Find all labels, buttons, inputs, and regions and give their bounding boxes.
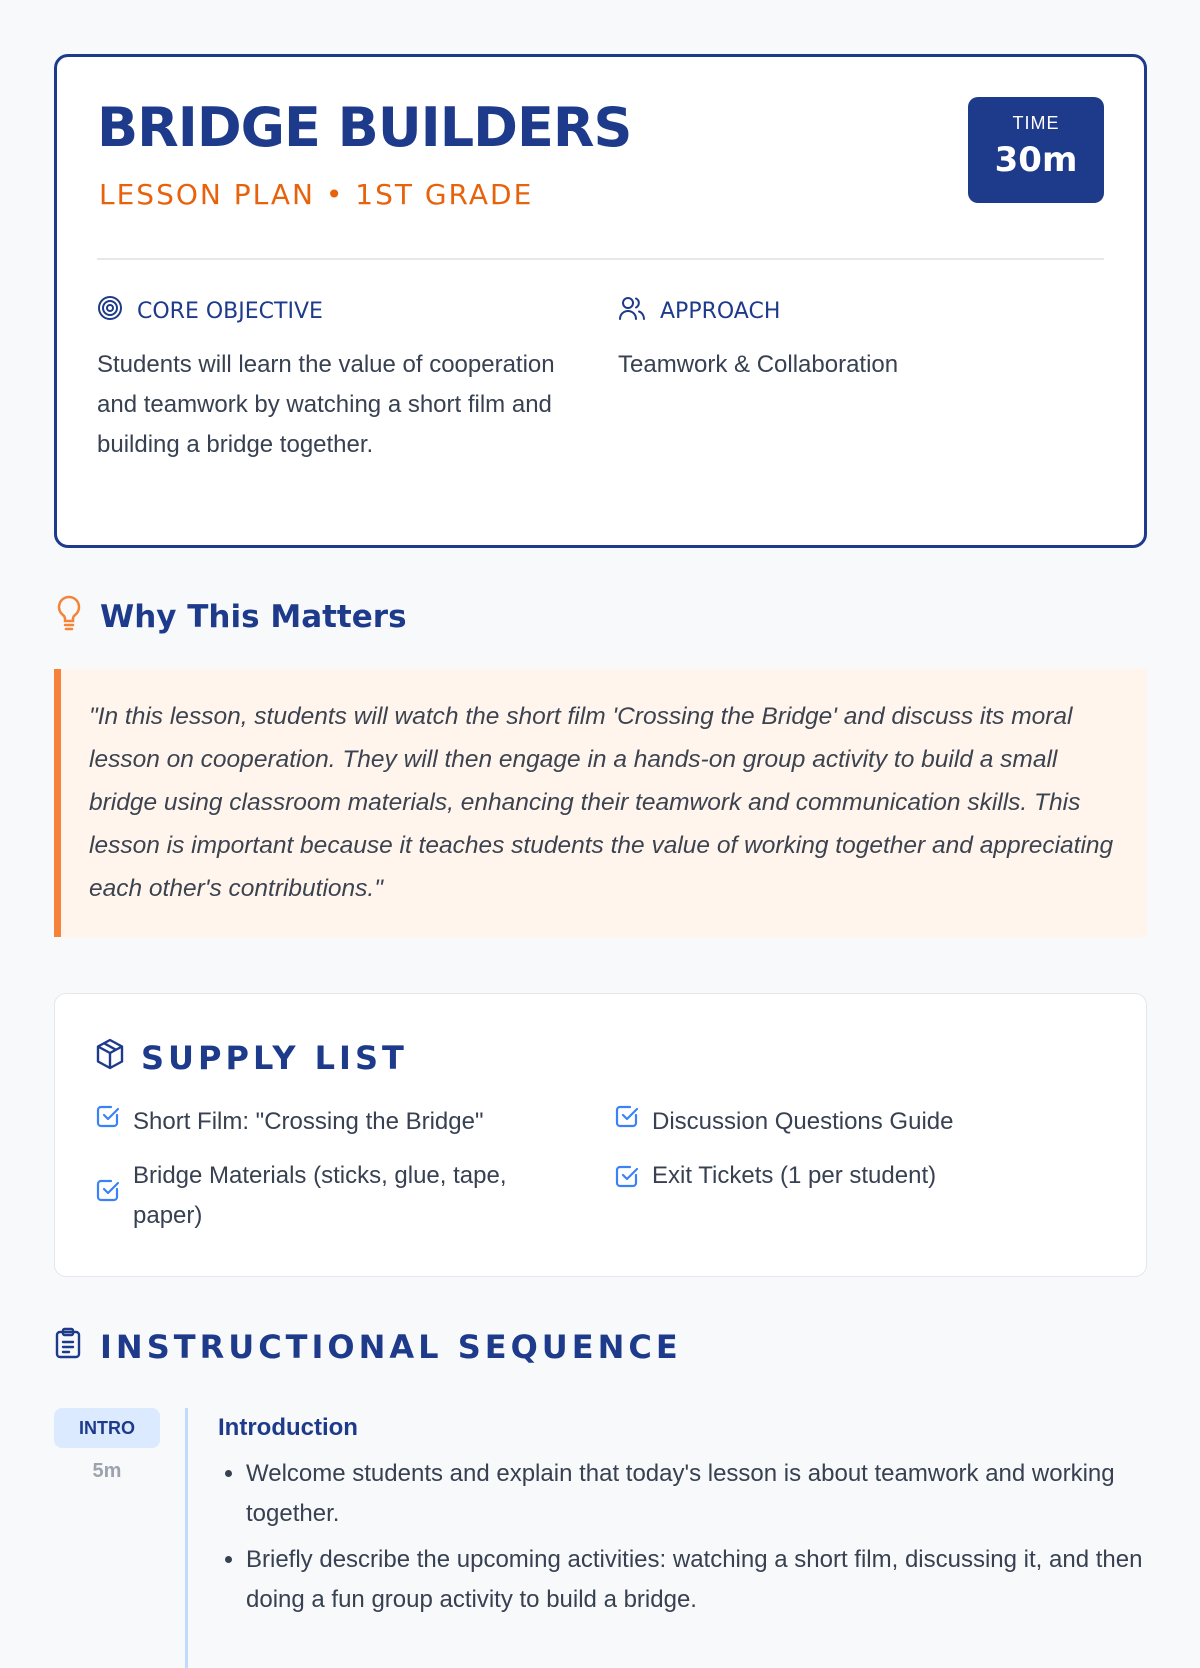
- checkbox-checked-icon[interactable]: [95, 1176, 121, 1216]
- checkbox-checked-icon[interactable]: [95, 1102, 121, 1142]
- header-divider: [97, 258, 1104, 260]
- lesson-plan-page: [54, 54, 1147, 1613]
- core-objective-heading: CORE OBJECTIVE: [137, 298, 323, 324]
- instructional-sequence-heading: [54, 1327, 682, 1367]
- lesson-header-card: [54, 54, 1147, 548]
- phase-duration: 5m: [92, 1460, 122, 1482]
- core-objective-text: Students will learn the value of cooperation and teamwork by watching a short film and building a bridge together.: [97, 351, 555, 458]
- timeline-line: [185, 1408, 188, 1668]
- package-icon: [95, 1038, 125, 1078]
- supply-item-label: Discussion Questions Guide: [652, 1108, 954, 1135]
- phase-content: [218, 1408, 1148, 1626]
- clipboard-icon: [54, 1327, 82, 1367]
- supply-heading-text: SUPPLY LIST: [141, 1039, 408, 1077]
- time-label: TIME: [1012, 113, 1060, 133]
- time-badge: [968, 97, 1104, 203]
- approach-text: Teamwork & Collaboration: [618, 351, 899, 378]
- supply-item-label: Bridge Materials (sticks, glue, tape, paper): [133, 1162, 507, 1229]
- supply-item-label: Exit Tickets (1 per student): [652, 1162, 937, 1189]
- supply-item: [614, 1102, 1094, 1142]
- users-icon: [618, 295, 646, 327]
- phase-tag: INTRO: [54, 1408, 160, 1448]
- target-icon: [97, 295, 123, 327]
- lesson-subtitle: LESSON PLAN • 1ST GRADE: [99, 178, 534, 211]
- checkbox-checked-icon[interactable]: [614, 1102, 640, 1142]
- supply-list-card: [54, 993, 1147, 1277]
- approach-heading: APPROACH: [660, 298, 781, 324]
- supply-items: [95, 1102, 1105, 1236]
- why-this-matters-heading: [54, 594, 407, 640]
- supply-list-heading: [95, 1038, 408, 1078]
- supply-item: [95, 1156, 614, 1236]
- supply-item-label: Short Film: "Crossing the Bridge": [133, 1108, 484, 1135]
- lesson-title: BRIDGE BUILDERS: [97, 96, 632, 159]
- list-item: • Welcome students and explain that today's lesson is about teamwork and working together.: [246, 1454, 1148, 1534]
- supply-item: [95, 1102, 614, 1142]
- approach-section: [618, 295, 1098, 385]
- why-heading-text: Why This Matters: [100, 599, 407, 635]
- phase-title: Introduction: [218, 1414, 358, 1441]
- checkbox-checked-icon[interactable]: [614, 1162, 640, 1202]
- lightbulb-icon: [54, 594, 84, 640]
- time-value: 30m: [994, 140, 1078, 180]
- sequence-heading-text: INSTRUCTIONAL SEQUENCE: [100, 1328, 682, 1366]
- supply-item: [614, 1156, 1094, 1236]
- phase-steps: [218, 1454, 1148, 1620]
- core-objective-section: [97, 295, 577, 465]
- list-item: • Briefly describe the upcoming activities: watching a short film, discussing it, and then doing a fun group activity to build a bridge.: [246, 1540, 1148, 1620]
- why-quote: "In this lesson, students will watch the short film 'Crossing the Bridge' and discuss its moral lesson on cooperation. They will then engage in a hands-on group activity to build a small bridge using classroom materials, enhancing their teamwork and communication skills. This lesson is important because it teaches students the value of working together and appreciating each other's contributions.": [54, 669, 1147, 937]
